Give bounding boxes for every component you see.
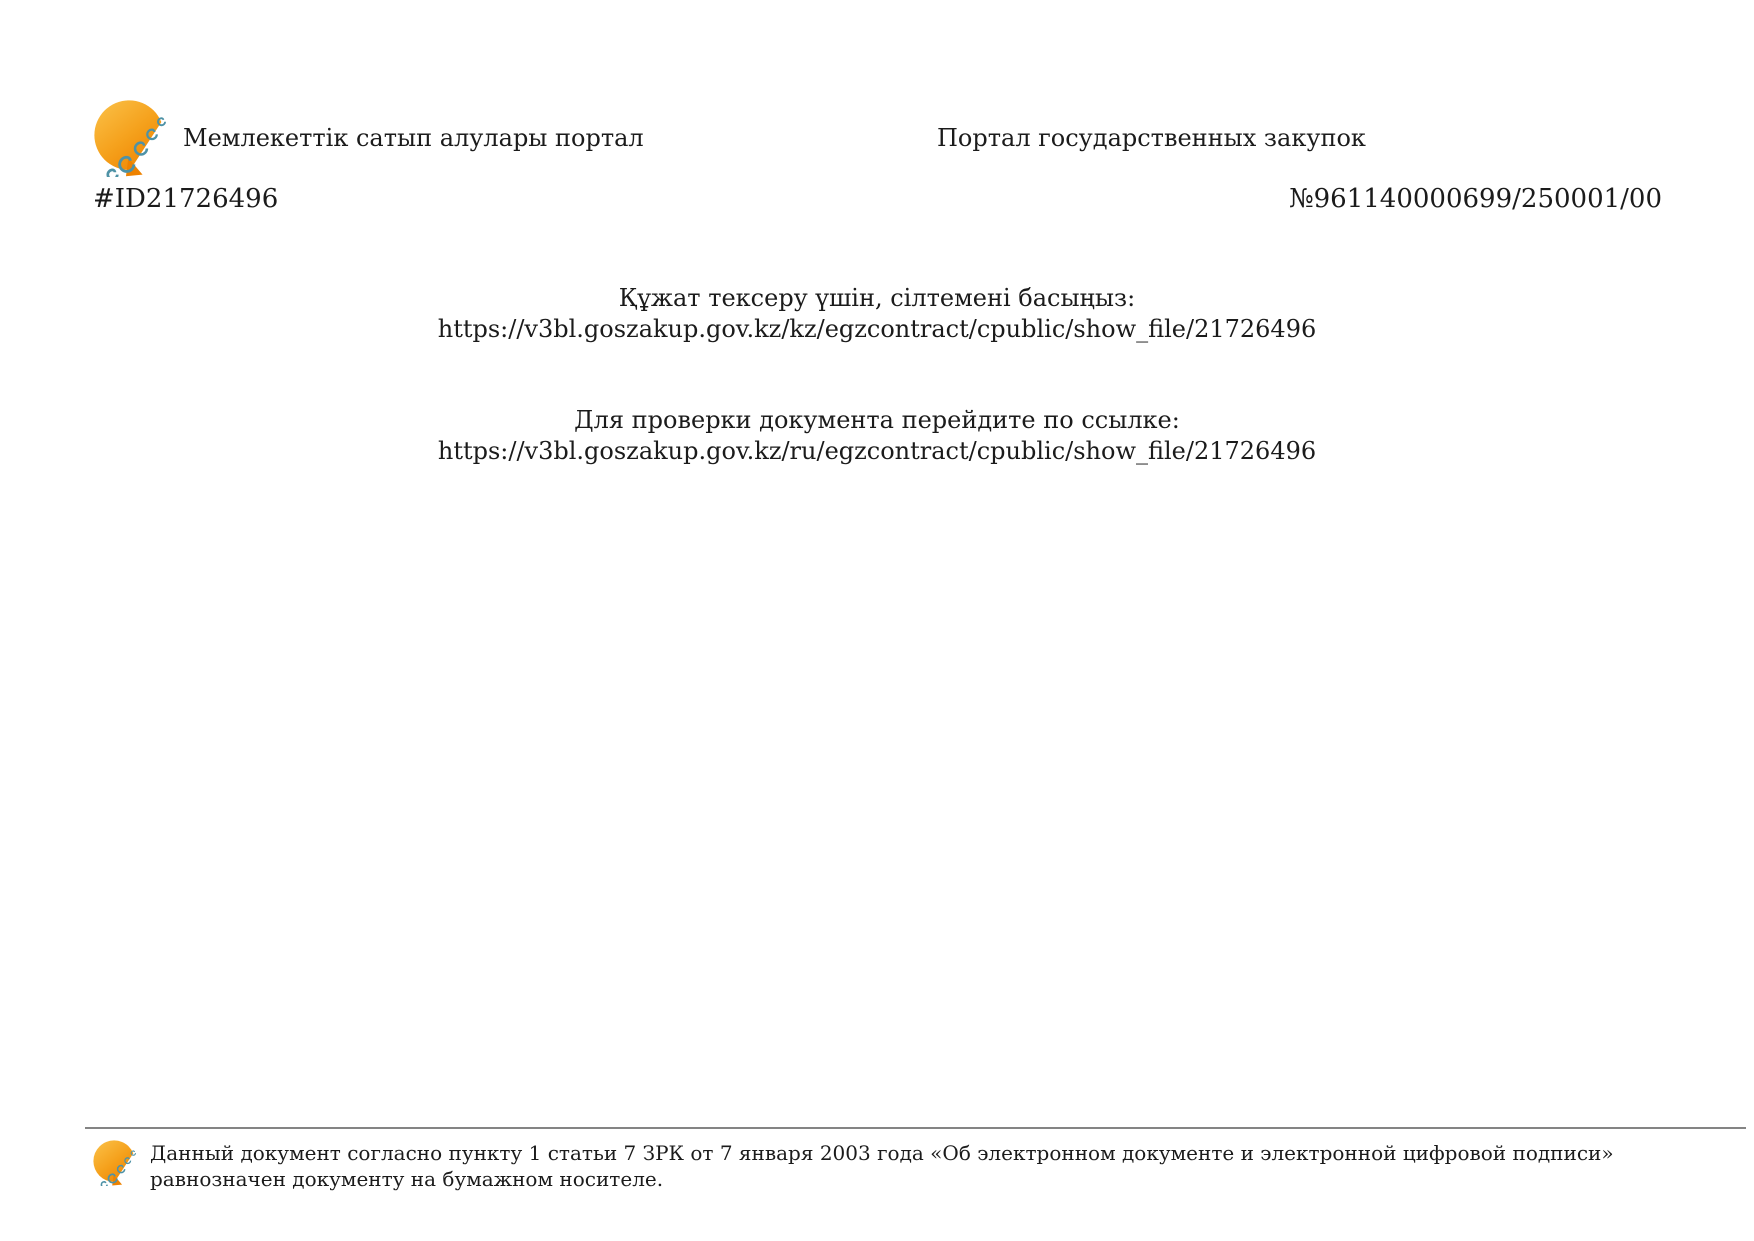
document-id: #ID21726496: [93, 184, 279, 214]
header: [92, 98, 644, 177]
verify-section-kk: [0, 283, 1754, 345]
footer: [92, 1139, 1670, 1192]
portal-title-ru: Портал государственных закупок: [937, 124, 1366, 152]
verify-section-ru: [0, 405, 1754, 467]
verify-prompt-ru: Для проверки документа перейдите по ссылке:: [574, 406, 1180, 434]
verify-link-ru[interactable]: https://v3bl.goszakup.gov.kz/ru/egzcontract/cpublic/show_file/21726496: [437, 437, 1317, 465]
legal-note: Данный документ согласно пункту 1 статьи 7 ЗРК от 7 января 2003 года «Об электронном документе и электронной цифровой подписи» равнозначен документу на бумажном носителе.: [150, 1141, 1614, 1191]
goszakup-logo-small-icon: [92, 1139, 139, 1186]
verify-prompt-kk: Құжат тексеру үшін, сілтемені басыңыз:: [618, 284, 1136, 312]
portal-title-kk: Мемлекеттік сатып алулары портал: [183, 123, 644, 152]
verify-link-kk[interactable]: https://v3bl.goszakup.gov.kz/kz/egzcontract/cpublic/show_file/21726496: [437, 315, 1317, 343]
footer-divider: [85, 1127, 1746, 1129]
contract-number: №961140000699/250001/00: [1289, 184, 1662, 214]
goszakup-logo-icon: [92, 98, 171, 177]
